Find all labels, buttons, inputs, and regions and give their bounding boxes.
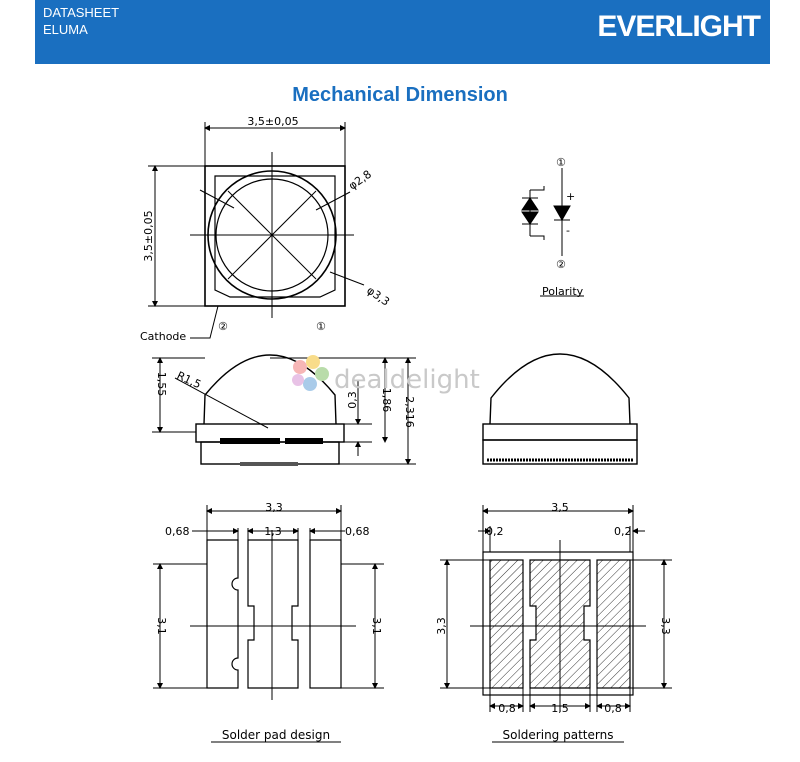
height-03-label: 0,3 [346, 391, 359, 409]
pin2-marker: ② [218, 320, 228, 333]
top-height-label: 3,5±0,05 [142, 210, 155, 262]
polarity-symbol [522, 168, 584, 296]
package-outline [205, 166, 345, 306]
polarity-pin2: ② [556, 258, 566, 271]
pad-right-label: 0,68 [345, 525, 370, 538]
pattern-bottom-mid-label: 1,5 [551, 702, 569, 715]
top-width-label: 3,5±0,05 [247, 115, 299, 128]
side-view-3d [483, 354, 637, 464]
watermark-text: dealdelight [334, 365, 480, 395]
pad-height-right-label: 3,1 [370, 617, 383, 635]
radius-label: R1,5 [174, 368, 204, 392]
solder-pad-design [153, 505, 384, 742]
pattern-gap-left-label: 0,2 [486, 525, 504, 538]
pad-mid-label: 1,3 [264, 525, 282, 538]
height-186-label: 1,86 [380, 387, 393, 413]
header-product: ELUMA [43, 22, 88, 37]
solder-pad-caption: Solder pad design [221, 728, 331, 742]
pattern-bottom-right-label: 0,8 [604, 702, 622, 715]
pattern-width-label: 3,5 [551, 501, 569, 514]
lens-inner-dia-label: φ2,8 [346, 167, 374, 193]
brand-logo: EVERLIGHT [597, 10, 760, 43]
polarity-pin1: ① [556, 156, 566, 169]
page-title: Mechanical Dimension [292, 84, 508, 106]
pad-height-left-label: 3,1 [155, 617, 168, 635]
pattern-height-right-label: 3,3 [659, 617, 672, 635]
height-155-label: 1,55 [155, 371, 168, 397]
watermark [292, 355, 480, 395]
header-datasheet: DATASHEET [43, 5, 120, 20]
pad-left-label: 0,68 [165, 525, 190, 538]
pattern-bottom-left-label: 0,8 [498, 702, 516, 715]
polarity-minus: - [566, 224, 570, 237]
lens-outer-dia-label: φ3,3 [364, 283, 393, 309]
polarity-plus: + [566, 190, 576, 203]
pin1-marker: ① [316, 320, 326, 333]
pattern-gap-right-label: 0,2 [614, 525, 632, 538]
cathode-label: Cathode [140, 330, 187, 343]
soldering-caption: Soldering patterns [502, 728, 614, 742]
height-2316-label: 2,316 [403, 396, 416, 428]
pad-width-label: 3,3 [265, 501, 283, 514]
pattern-height-left-label: 3,3 [435, 617, 448, 635]
polarity-label: Polarity [542, 285, 584, 298]
top-view [148, 122, 364, 338]
